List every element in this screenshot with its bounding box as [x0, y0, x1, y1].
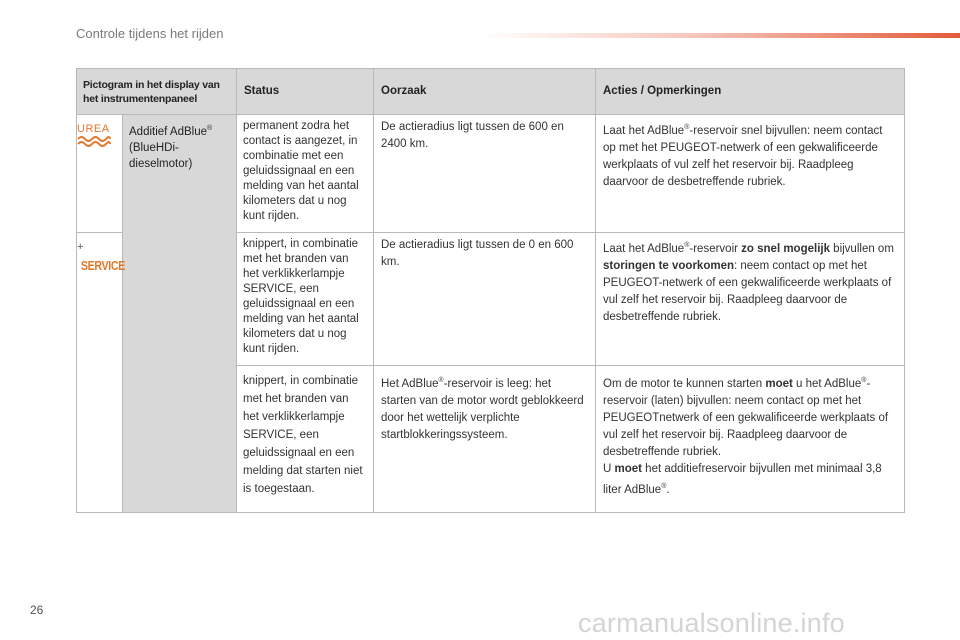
header-cause: Oorzaak — [374, 69, 596, 115]
service-warning-icon: SERVICE — [80, 259, 125, 273]
plus-sign: + — [77, 241, 84, 253]
header-status: Status — [237, 69, 374, 115]
adblue-label-cell — [123, 115, 237, 513]
action-cell: Laat het AdBlue®-reservoir zo snel mogelijk bijvullen om storingen te voorkomen: neem contact op met het PEUGEOT-netwerk of een gekwalificeerde werkplaats of vul zelf het reservoir bij. Raadpleeg daarvoor de desbetreffende rubriek. — [596, 233, 905, 366]
status-cell: permanent zodra het contact is aangezet, in combinatie met een geluidssignaal en een melding van het aantal kilometers dat u nog kunt rijden. — [237, 115, 374, 233]
urea-warning-icon: UREA — [77, 123, 111, 153]
watermark: carmanualsonline.info — [578, 608, 845, 638]
pictogram-cell-urea — [77, 115, 123, 233]
header-accent-bar — [480, 33, 960, 38]
header-pictogram: Pictogram in het display van het instrumentenpaneel — [77, 69, 237, 115]
pictogram-cell-service — [77, 233, 123, 513]
status-cell: knippert, in combinatie met het branden van het verklikkerlampje SERVICE, een geluidssignaal en een melding van het aantal kilometers dat u nog kunt rijden. — [237, 233, 374, 366]
page-section-title: Controle tijdens het rijden — [76, 26, 224, 41]
action-cell: Om de motor te kunnen starten moet u het AdBlue®-reservoir (laten) bijvullen: neem contact op met het PEUGEOTnetwerk of een gekwalificeerde werkplaats of vul zelf het reservoir bij. Raadpleeg daarvoor de desbetreffende rubriek. U moet het additiefreservoir bijvullen met minimaal 3,8 liter AdBlue®. — [596, 366, 905, 513]
status-cell: knippert, in combinatie met het branden van het verklikkerlampje SERVICE, een geluidssignaal en een melding dat starten niet is toegestaan. — [237, 366, 374, 513]
adblue-label: Additief AdBlue — [129, 125, 208, 138]
engine-type-label: (BlueHDi-dieselmotor) — [129, 141, 193, 170]
adblue-warning-table — [76, 68, 905, 513]
page-number: 26 — [30, 603, 44, 617]
cause-cell: De actieradius ligt tussen de 600 en 2400 km. — [374, 115, 596, 233]
header-action: Acties / Opmerkingen — [596, 69, 905, 115]
table-header-row — [77, 69, 905, 115]
action-cell: Laat het AdBlue®-reservoir snel bijvullen: neem contact op met het PEUGEOT-netwerk of een gekwalificeerde werkplaats of vul zelf het reservoir bij. Raadpleeg daarvoor de desbetreffende rubriek. — [596, 115, 905, 233]
cause-cell: Het AdBlue®-reservoir is leeg: het starten van de motor wordt geblokkeerd door het wettelijk verplichte startblokkeringssysteem. — [374, 366, 596, 513]
table-row — [77, 115, 905, 233]
registered-mark: ® — [207, 125, 213, 132]
cause-cell: De actieradius ligt tussen de 0 en 600 km. — [374, 233, 596, 366]
